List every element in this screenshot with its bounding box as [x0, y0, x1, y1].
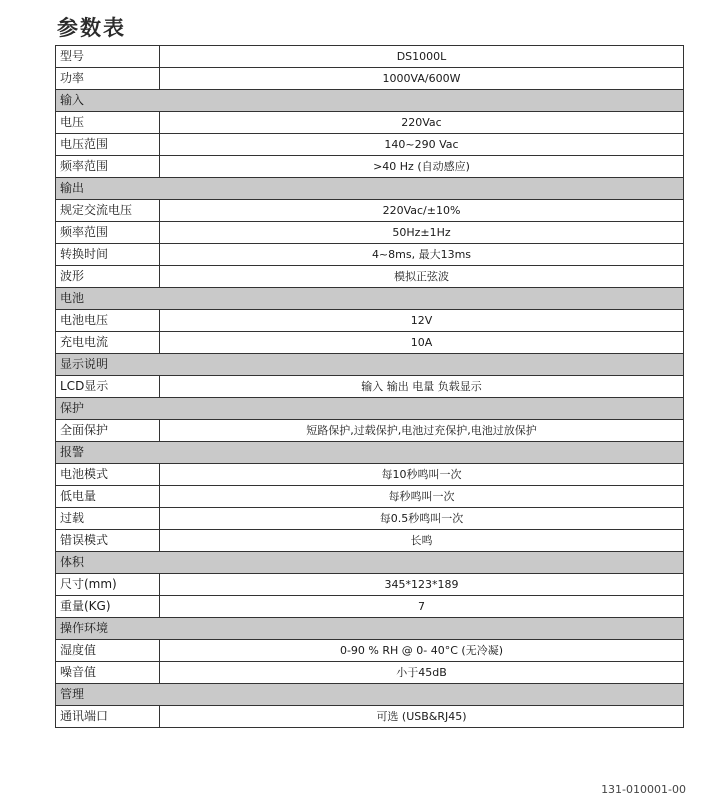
table-row [56, 376, 684, 398]
parameter-label: 转换时间 [56, 244, 160, 266]
parameter-value: 小于45dB [160, 662, 684, 684]
section-header-row [56, 552, 684, 574]
section-header-row [56, 442, 684, 464]
parameter-label: 电池电压 [56, 310, 160, 332]
parameter-label: 全面保护 [56, 420, 160, 442]
parameter-label: LCD显示 [56, 376, 160, 398]
parameter-label: 充电电流 [56, 332, 160, 354]
parameter-value: 每0.5秒鸣叫一次 [160, 508, 684, 530]
section-header-row [56, 354, 684, 376]
parameter-value: 1000VA/600W [160, 68, 684, 90]
parameter-label: 噪音值 [56, 662, 160, 684]
parameter-label: 频率范围 [56, 222, 160, 244]
parameter-label: 重量(KG) [56, 596, 160, 618]
table-row [56, 112, 684, 134]
parameter-value: DS1000L [160, 46, 684, 68]
parameter-label: 电池模式 [56, 464, 160, 486]
parameter-value: 模拟正弦波 [160, 266, 684, 288]
page-title: 参数表 [57, 16, 126, 40]
document-code: 131-010001-00 [601, 783, 686, 796]
table-row [56, 266, 684, 288]
parameter-label: 错误模式 [56, 530, 160, 552]
parameter-label: 尺寸(mm) [56, 574, 160, 596]
section-header-row [56, 288, 684, 310]
parameter-value: 140~290 Vac [160, 134, 684, 156]
parameter-label: 功率 [56, 68, 160, 90]
parameter-label: 过载 [56, 508, 160, 530]
parameter-value: 长鸣 [160, 530, 684, 552]
table-row [56, 706, 684, 728]
table-row [56, 596, 684, 618]
parameter-label: 电压 [56, 112, 160, 134]
parameter-label: 通讯端口 [56, 706, 160, 728]
table-row [56, 574, 684, 596]
section-header: 输入 [56, 90, 684, 112]
table-row [56, 200, 684, 222]
section-header-row [56, 684, 684, 706]
section-header-row [56, 90, 684, 112]
table-row [56, 244, 684, 266]
table-row [56, 68, 684, 90]
section-header: 输出 [56, 178, 684, 200]
parameter-value: 7 [160, 596, 684, 618]
parameter-value: 输入 输出 电量 负载显示 [160, 376, 684, 398]
parameter-value: 4~8ms, 最大13ms [160, 244, 684, 266]
table-row [56, 134, 684, 156]
spec-table-body [56, 46, 684, 728]
parameter-value: 12V [160, 310, 684, 332]
table-row [56, 662, 684, 684]
section-header-row [56, 178, 684, 200]
parameter-value: 220Vac/±10% [160, 200, 684, 222]
parameter-label: 型号 [56, 46, 160, 68]
section-header: 显示说明 [56, 354, 684, 376]
parameter-label: 规定交流电压 [56, 200, 160, 222]
parameter-value: 345*123*189 [160, 574, 684, 596]
parameter-label: 电压范围 [56, 134, 160, 156]
table-row [56, 420, 684, 442]
parameter-label: 湿度值 [56, 640, 160, 662]
table-row [56, 486, 684, 508]
parameter-value: 每秒鸣叫一次 [160, 486, 684, 508]
parameter-label: 波形 [56, 266, 160, 288]
parameter-label: 低电量 [56, 486, 160, 508]
table-row [56, 464, 684, 486]
section-header-row [56, 398, 684, 420]
table-row [56, 530, 684, 552]
parameter-value: 50Hz±1Hz [160, 222, 684, 244]
table-row [56, 332, 684, 354]
parameter-value: 10A [160, 332, 684, 354]
section-header: 体积 [56, 552, 684, 574]
section-header: 保护 [56, 398, 684, 420]
parameter-value: >40 Hz (自动感应) [160, 156, 684, 178]
section-header: 报警 [56, 442, 684, 464]
table-row [56, 508, 684, 530]
section-header: 管理 [56, 684, 684, 706]
parameter-label: 频率范围 [56, 156, 160, 178]
table-row [56, 310, 684, 332]
parameter-value: 短路保护,过载保护,电池过充保护,电池过放保护 [160, 420, 684, 442]
parameter-value: 可选 (USB&RJ45) [160, 706, 684, 728]
section-header: 电池 [56, 288, 684, 310]
parameter-value: 0-90 % RH @ 0- 40°C (无冷凝) [160, 640, 684, 662]
table-row [56, 222, 684, 244]
table-row [56, 156, 684, 178]
table-row [56, 640, 684, 662]
parameter-value: 220Vac [160, 112, 684, 134]
section-header-row [56, 618, 684, 640]
parameter-value: 每10秒鸣叫一次 [160, 464, 684, 486]
table-row [56, 46, 684, 68]
section-header: 操作环境 [56, 618, 684, 640]
spec-table [55, 45, 684, 728]
